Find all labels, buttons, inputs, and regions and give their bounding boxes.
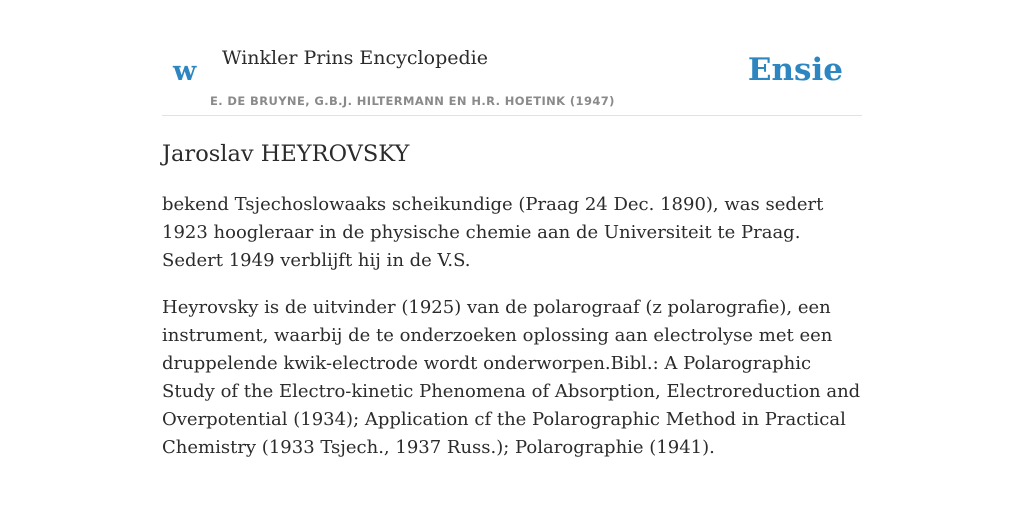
entry-title: Jaroslav HEYROVSKY (162, 141, 410, 167)
header (162, 40, 862, 116)
logo-w-icon[interactable]: w (173, 56, 197, 87)
entry-paragraph: Heyrovsky is de uitvinder (1925) van de polarograaf (z polarografie), een instrument, waarbij de te onderzoeken oplossing aan electrolyse met een druppelende kwik-electrode wordt onderworpen.Bibl.: A Polarographic Study of the Electro-kinetic Phenomena of Absorption, Electroreduction and Overpotential (1934); Application cf the Polarographic Method in Practical Chemistry (1933 Tsjech., 1937 Russ.); Polarographie (1941). (162, 297, 861, 458)
book-title[interactable]: Winkler Prins Encyclopedie (222, 47, 488, 69)
authors: E. DE BRUYNE, G.B.J. HILTERMANN EN H.R. HOETINK (1947) (210, 94, 615, 108)
entry-card (162, 40, 862, 462)
entry-paragraph: bekend Tsjechoslowaaks scheikundige (Praag 24 Dec. 1890), was sedert 1923 hoogleraar in de physische chemie aan de Universiteit te Praag. Sedert 1949 verblijft hij in de V.S. (162, 194, 824, 271)
brand-logo[interactable]: Ensie (747, 52, 843, 88)
